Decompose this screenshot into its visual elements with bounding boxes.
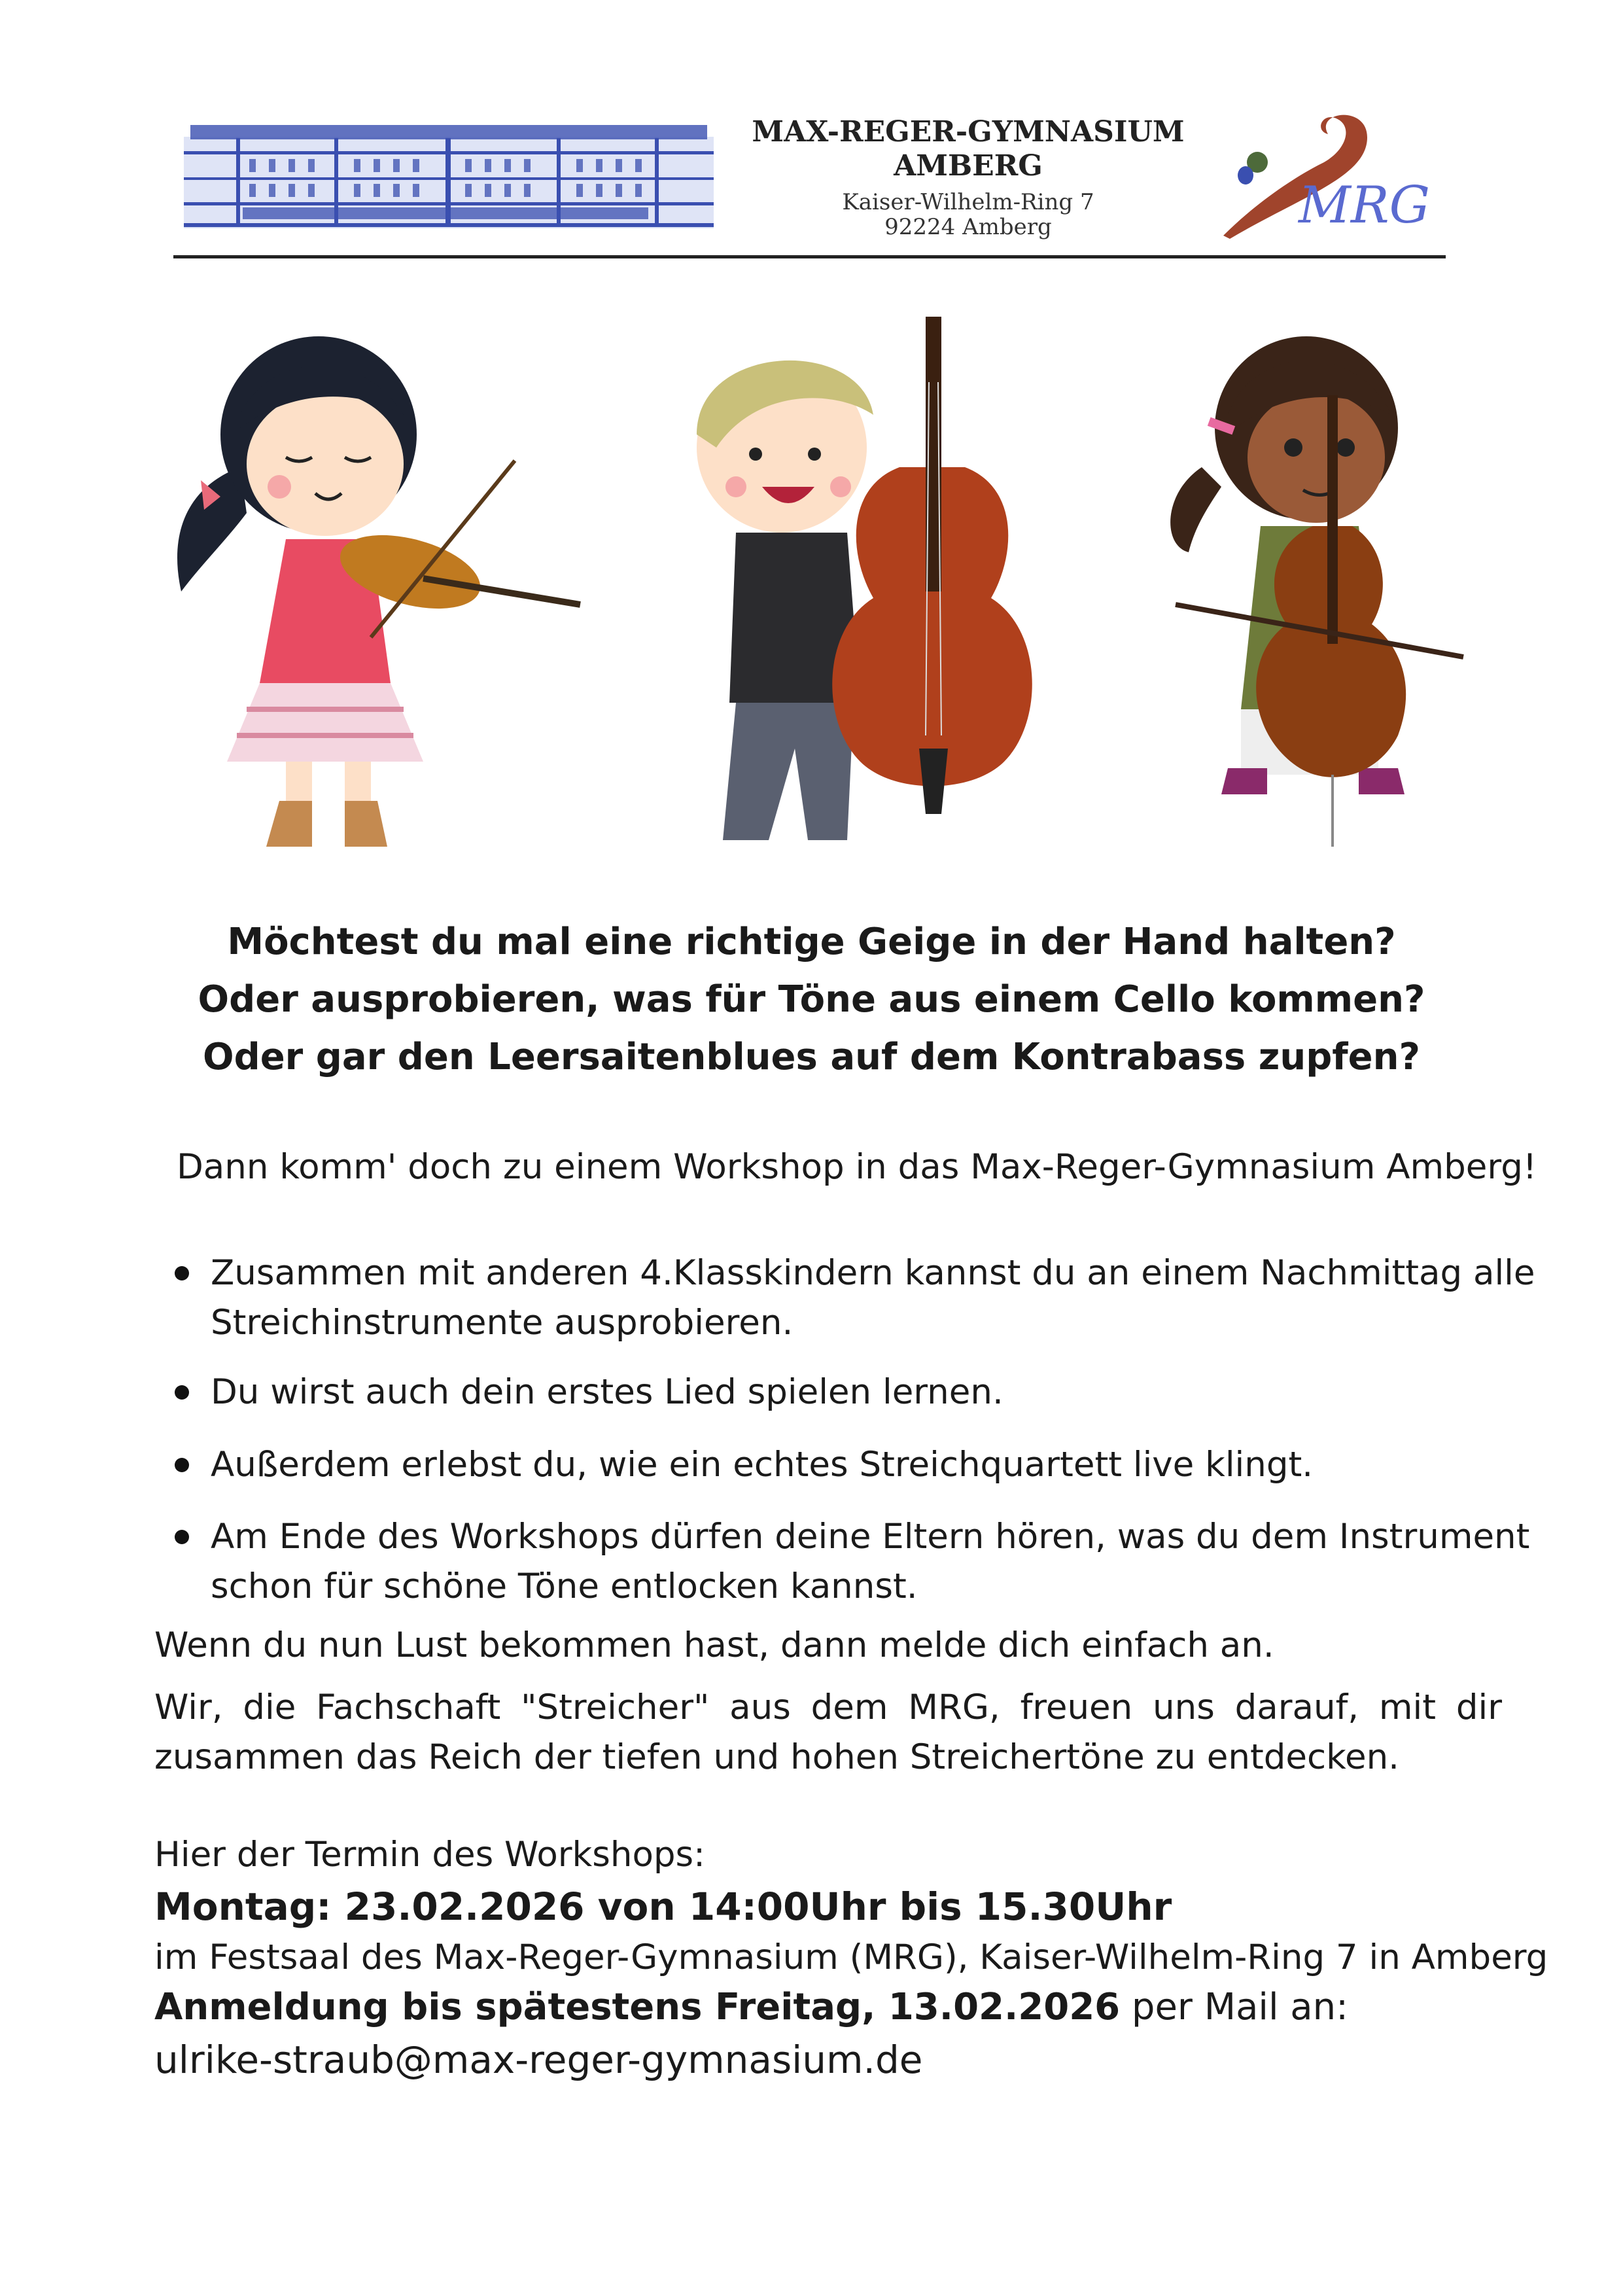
bullet-item-1 (211, 1248, 1535, 1348)
school-building-image (184, 125, 714, 228)
registration-line (154, 1983, 1348, 2032)
schedule-label: Hier der Termin des Workshops: (154, 1835, 705, 1875)
school-name (707, 115, 1230, 183)
bullet-line: Zusammen mit anderen 4.Klasskindern kannst du an einem Nachmittag alle (211, 1253, 1535, 1293)
bullet-line: schon für schöne Töne entlocken kannst. (211, 1566, 918, 1606)
registration-method: per Mail an: (1120, 1986, 1348, 2028)
address-line2: 92224 Amberg (884, 214, 1052, 240)
intro-text: Dann komm' doch zu einem Workshop in das Max-Reger-Gymnasium Amberg! (177, 1147, 1537, 1187)
bullet-item-2: Du wirst auch dein erstes Lied spielen lernen. (211, 1372, 1003, 1412)
double-bass-boy-illustration (677, 317, 1050, 853)
paragraph-signup: Wenn du nun Lust bekommen hast, dann melde dich einfach an. (154, 1625, 1274, 1665)
bullet-line: Am Ende des Workshops dürfen deine Eltern hören, was du dem Instrument (211, 1517, 1530, 1557)
bullet-icon (175, 1458, 189, 1472)
school-name-line1: MAX-REGER-GYMNASIUM (752, 115, 1185, 149)
bullet-item-3: Außerdem erlebst du, wie ein echtes Streichquartett live klingt. (211, 1445, 1314, 1485)
bullet-icon (175, 1266, 189, 1280)
question-3: Oder gar den Leersaitenblues auf dem Kontrabass zupfen? (203, 1036, 1420, 1078)
school-name-line2: AMBERG (894, 149, 1043, 183)
header-divider (173, 255, 1446, 258)
schedule-date: Montag: 23.02.2026 von 14:00Uhr bis 15.30Uhr (154, 1884, 1172, 1929)
schedule-location: im Festsaal des Max-Reger-Gymnasium (MRG), Kaiser-Wilhelm-Ring 7 in Amberg (154, 1937, 1548, 1977)
violin-girl-illustration (162, 317, 593, 853)
paragraph-team-line1: Wir, die Fachschaft "Streicher" aus dem MRG, freuen uns darauf, mit dir (154, 1687, 1502, 1727)
mrg-logo (1217, 105, 1439, 242)
bullet-icon (175, 1385, 189, 1400)
bullet-item-4 (211, 1512, 1529, 1612)
question-2: Oder ausprobieren, was für Töne aus einem Cello kommen? (198, 978, 1425, 1021)
paragraph-team-line2: zusammen das Reich der tiefen und hohen Streichertöne zu entdecken. (154, 1737, 1400, 1777)
mrg-logo-text: MRG (1299, 176, 1430, 235)
contact-email[interactable]: ulrike-straub@max-reger-gymnasium.de (154, 2038, 923, 2082)
address-line1: Kaiser-Wilhelm-Ring 7 (842, 189, 1094, 215)
cello-girl-illustration (1162, 317, 1476, 853)
paragraph-team (154, 1683, 1502, 1782)
question-1: Möchtest du mal eine richtige Geige in der Hand halten? (227, 921, 1396, 963)
registration-deadline: Anmeldung bis spätestens Freitag, 13.02.2026 (154, 1986, 1121, 2028)
bullet-icon (175, 1530, 189, 1544)
school-address (707, 190, 1230, 239)
bullet-line: Streichinstrumente ausprobieren. (211, 1303, 794, 1343)
